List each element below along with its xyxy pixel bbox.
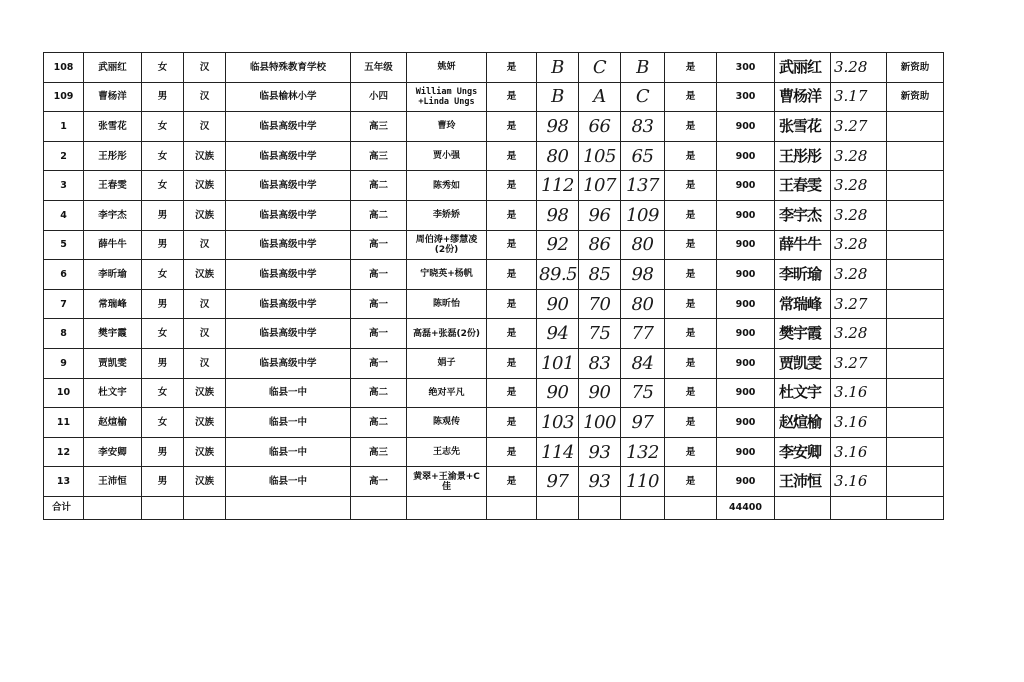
confirmed-yes: 是 bbox=[665, 141, 717, 171]
donor-name: William Ungs +Linda Ungs bbox=[407, 82, 487, 112]
score-1: 112 bbox=[537, 171, 579, 201]
table-row bbox=[44, 112, 944, 142]
row-number: 13 bbox=[44, 467, 84, 497]
student-name: 王春雯 bbox=[84, 171, 142, 201]
score-3: 65 bbox=[621, 141, 665, 171]
score-2: 93 bbox=[579, 437, 621, 467]
score-3: 80 bbox=[621, 289, 665, 319]
ethnicity: 汉族 bbox=[184, 171, 226, 201]
score-3: 137 bbox=[621, 171, 665, 201]
student-name: 李宇杰 bbox=[84, 200, 142, 230]
note bbox=[887, 348, 944, 378]
note bbox=[887, 289, 944, 319]
ethnicity: 汉 bbox=[184, 319, 226, 349]
amount: 900 bbox=[717, 378, 775, 408]
student-name: 李昕瑜 bbox=[84, 260, 142, 290]
score-2: 85 bbox=[579, 260, 621, 290]
grade: 高一 bbox=[351, 467, 407, 497]
gender: 女 bbox=[142, 408, 184, 438]
school-name: 临县一中 bbox=[226, 437, 351, 467]
sign-date: 3.28 bbox=[831, 319, 887, 349]
row-number: 3 bbox=[44, 171, 84, 201]
school-name: 临县高级中学 bbox=[226, 260, 351, 290]
note bbox=[887, 319, 944, 349]
score-1: 90 bbox=[537, 289, 579, 319]
amount: 900 bbox=[717, 289, 775, 319]
confirmed-yes: 是 bbox=[665, 200, 717, 230]
flag-yes: 是 bbox=[487, 319, 537, 349]
confirmed-yes: 是 bbox=[665, 348, 717, 378]
signature: 王沛恒 bbox=[775, 467, 831, 497]
amount: 900 bbox=[717, 200, 775, 230]
sign-date: 3.28 bbox=[831, 53, 887, 83]
note bbox=[887, 200, 944, 230]
amount: 900 bbox=[717, 408, 775, 438]
note: 新资助 bbox=[887, 53, 944, 83]
signature: 常瑞峰 bbox=[775, 289, 831, 319]
amount: 300 bbox=[717, 53, 775, 83]
score-3: 110 bbox=[621, 467, 665, 497]
score-2: 83 bbox=[579, 348, 621, 378]
school-name: 临县高级中学 bbox=[226, 230, 351, 260]
signature: 赵煊榆 bbox=[775, 408, 831, 438]
grade: 高二 bbox=[351, 171, 407, 201]
grade: 高一 bbox=[351, 230, 407, 260]
student-name: 贾凯雯 bbox=[84, 348, 142, 378]
school-name: 临县高级中学 bbox=[226, 289, 351, 319]
donor-name: 周伯涛+缪慧凌 (2份) bbox=[407, 230, 487, 260]
school-name: 临县一中 bbox=[226, 467, 351, 497]
total-label: 合计 bbox=[44, 496, 84, 519]
donor-name: 陈观传 bbox=[407, 408, 487, 438]
score-1: 101 bbox=[537, 348, 579, 378]
table-row bbox=[44, 260, 944, 290]
gender: 女 bbox=[142, 171, 184, 201]
table-row bbox=[44, 82, 944, 112]
row-number: 108 bbox=[44, 53, 84, 83]
row-number: 8 bbox=[44, 319, 84, 349]
note bbox=[887, 112, 944, 142]
score-2: 90 bbox=[579, 378, 621, 408]
gender: 男 bbox=[142, 289, 184, 319]
amount: 900 bbox=[717, 437, 775, 467]
signature: 杜文宇 bbox=[775, 378, 831, 408]
amount: 900 bbox=[717, 467, 775, 497]
confirmed-yes: 是 bbox=[665, 319, 717, 349]
amount: 900 bbox=[717, 260, 775, 290]
note bbox=[887, 171, 944, 201]
table-row bbox=[44, 467, 944, 497]
row-number: 7 bbox=[44, 289, 84, 319]
row-number: 5 bbox=[44, 230, 84, 260]
confirmed-yes: 是 bbox=[665, 289, 717, 319]
sign-date: 3.27 bbox=[831, 348, 887, 378]
grade: 小四 bbox=[351, 82, 407, 112]
flag-yes: 是 bbox=[487, 53, 537, 83]
student-name: 赵煊榆 bbox=[84, 408, 142, 438]
note: 新资助 bbox=[887, 82, 944, 112]
row-number: 109 bbox=[44, 82, 84, 112]
school-name: 临县一中 bbox=[226, 408, 351, 438]
score-3: 80 bbox=[621, 230, 665, 260]
score-1: 90 bbox=[537, 378, 579, 408]
ethnicity: 汉 bbox=[184, 82, 226, 112]
table-row bbox=[44, 289, 944, 319]
ethnicity: 汉族 bbox=[184, 260, 226, 290]
confirmed-yes: 是 bbox=[665, 112, 717, 142]
funding-table bbox=[43, 52, 944, 520]
note bbox=[887, 260, 944, 290]
school-name: 临县高级中学 bbox=[226, 112, 351, 142]
flag-yes: 是 bbox=[487, 112, 537, 142]
sign-date: 3.16 bbox=[831, 467, 887, 497]
table-row bbox=[44, 408, 944, 438]
gender: 女 bbox=[142, 319, 184, 349]
signature: 薛牛牛 bbox=[775, 230, 831, 260]
score-1: 80 bbox=[537, 141, 579, 171]
flag-yes: 是 bbox=[487, 141, 537, 171]
score-3: B bbox=[621, 53, 665, 83]
flag-yes: 是 bbox=[487, 230, 537, 260]
donor-name: 陈秀如 bbox=[407, 171, 487, 201]
score-1: 98 bbox=[537, 112, 579, 142]
signature: 贾凯雯 bbox=[775, 348, 831, 378]
grade: 高一 bbox=[351, 348, 407, 378]
amount: 900 bbox=[717, 112, 775, 142]
sign-date: 3.28 bbox=[831, 141, 887, 171]
confirmed-yes: 是 bbox=[665, 437, 717, 467]
donor-name: 李娇娇 bbox=[407, 200, 487, 230]
score-3: 75 bbox=[621, 378, 665, 408]
row-number: 11 bbox=[44, 408, 84, 438]
table-row bbox=[44, 53, 944, 83]
donor-name: 陈昕怡 bbox=[407, 289, 487, 319]
student-name: 曹杨洋 bbox=[84, 82, 142, 112]
table-row bbox=[44, 230, 944, 260]
donor-name: 宁晓英+杨帆 bbox=[407, 260, 487, 290]
confirmed-yes: 是 bbox=[665, 230, 717, 260]
gender: 女 bbox=[142, 112, 184, 142]
score-1: 103 bbox=[537, 408, 579, 438]
school-name: 临县一中 bbox=[226, 378, 351, 408]
score-3: 132 bbox=[621, 437, 665, 467]
score-2: 86 bbox=[579, 230, 621, 260]
total-row bbox=[44, 496, 944, 519]
school-name: 临县高级中学 bbox=[226, 141, 351, 171]
note bbox=[887, 408, 944, 438]
grade: 高一 bbox=[351, 319, 407, 349]
score-1: 89.5 bbox=[537, 260, 579, 290]
amount: 900 bbox=[717, 348, 775, 378]
score-1: 114 bbox=[537, 437, 579, 467]
note bbox=[887, 467, 944, 497]
score-2: 66 bbox=[579, 112, 621, 142]
signature: 李安卿 bbox=[775, 437, 831, 467]
flag-yes: 是 bbox=[487, 467, 537, 497]
score-3: C bbox=[621, 82, 665, 112]
score-3: 83 bbox=[621, 112, 665, 142]
note bbox=[887, 378, 944, 408]
total-amount: 44400 bbox=[717, 496, 775, 519]
note bbox=[887, 437, 944, 467]
score-3: 109 bbox=[621, 200, 665, 230]
signature: 李宇杰 bbox=[775, 200, 831, 230]
sign-date: 3.27 bbox=[831, 289, 887, 319]
amount: 900 bbox=[717, 141, 775, 171]
score-2: 75 bbox=[579, 319, 621, 349]
grade: 高二 bbox=[351, 408, 407, 438]
sign-date: 3.28 bbox=[831, 200, 887, 230]
confirmed-yes: 是 bbox=[665, 467, 717, 497]
sign-date: 3.27 bbox=[831, 112, 887, 142]
grade: 高一 bbox=[351, 289, 407, 319]
school-name: 临县高级中学 bbox=[226, 348, 351, 378]
ethnicity: 汉 bbox=[184, 230, 226, 260]
school-name: 临县特殊教育学校 bbox=[226, 53, 351, 83]
amount: 900 bbox=[717, 230, 775, 260]
ethnicity: 汉族 bbox=[184, 378, 226, 408]
score-1: B bbox=[537, 82, 579, 112]
ethnicity: 汉族 bbox=[184, 141, 226, 171]
student-name: 王彤彤 bbox=[84, 141, 142, 171]
signature: 武丽红 bbox=[775, 53, 831, 83]
score-2: 93 bbox=[579, 467, 621, 497]
flag-yes: 是 bbox=[487, 348, 537, 378]
score-2: 70 bbox=[579, 289, 621, 319]
table-row bbox=[44, 171, 944, 201]
gender: 男 bbox=[142, 467, 184, 497]
signature: 王彤彤 bbox=[775, 141, 831, 171]
donor-name: 高磊+张磊(2份) bbox=[407, 319, 487, 349]
sign-date: 3.16 bbox=[831, 408, 887, 438]
gender: 女 bbox=[142, 141, 184, 171]
sign-date: 3.28 bbox=[831, 230, 887, 260]
signature: 张雪花 bbox=[775, 112, 831, 142]
flag-yes: 是 bbox=[487, 82, 537, 112]
table-row bbox=[44, 348, 944, 378]
grade: 高三 bbox=[351, 141, 407, 171]
confirmed-yes: 是 bbox=[665, 82, 717, 112]
student-name: 常瑞峰 bbox=[84, 289, 142, 319]
score-2: 107 bbox=[579, 171, 621, 201]
flag-yes: 是 bbox=[487, 171, 537, 201]
grade: 高一 bbox=[351, 260, 407, 290]
score-1: 97 bbox=[537, 467, 579, 497]
ethnicity: 汉 bbox=[184, 348, 226, 378]
student-name: 张雪花 bbox=[84, 112, 142, 142]
ethnicity: 汉族 bbox=[184, 408, 226, 438]
score-2: 105 bbox=[579, 141, 621, 171]
amount: 900 bbox=[717, 171, 775, 201]
confirmed-yes: 是 bbox=[665, 260, 717, 290]
score-1: 98 bbox=[537, 200, 579, 230]
confirmed-yes: 是 bbox=[665, 171, 717, 201]
ethnicity: 汉族 bbox=[184, 200, 226, 230]
score-1: 94 bbox=[537, 319, 579, 349]
gender: 男 bbox=[142, 82, 184, 112]
table-row bbox=[44, 141, 944, 171]
grade: 五年级 bbox=[351, 53, 407, 83]
donor-name: 黄翠+王渝景+C佳 bbox=[407, 467, 487, 497]
confirmed-yes: 是 bbox=[665, 53, 717, 83]
sign-date: 3.28 bbox=[831, 171, 887, 201]
flag-yes: 是 bbox=[487, 200, 537, 230]
table-row bbox=[44, 319, 944, 349]
signature: 王春雯 bbox=[775, 171, 831, 201]
score-2: A bbox=[579, 82, 621, 112]
student-name: 薛牛牛 bbox=[84, 230, 142, 260]
score-1: 92 bbox=[537, 230, 579, 260]
ethnicity: 汉 bbox=[184, 289, 226, 319]
amount: 900 bbox=[717, 319, 775, 349]
flag-yes: 是 bbox=[487, 260, 537, 290]
student-name: 李安卿 bbox=[84, 437, 142, 467]
gender: 女 bbox=[142, 260, 184, 290]
donor-name: 绝对平凡 bbox=[407, 378, 487, 408]
note bbox=[887, 141, 944, 171]
gender: 女 bbox=[142, 53, 184, 83]
flag-yes: 是 bbox=[487, 408, 537, 438]
flag-yes: 是 bbox=[487, 289, 537, 319]
confirmed-yes: 是 bbox=[665, 408, 717, 438]
ethnicity: 汉 bbox=[184, 112, 226, 142]
table-row bbox=[44, 200, 944, 230]
donor-name: 姚妍 bbox=[407, 53, 487, 83]
student-name: 王沛恒 bbox=[84, 467, 142, 497]
school-name: 临县榆林小学 bbox=[226, 82, 351, 112]
gender: 男 bbox=[142, 230, 184, 260]
signature: 曹杨洋 bbox=[775, 82, 831, 112]
row-number: 2 bbox=[44, 141, 84, 171]
sign-date: 3.17 bbox=[831, 82, 887, 112]
donor-name: 娟子 bbox=[407, 348, 487, 378]
flag-yes: 是 bbox=[487, 378, 537, 408]
grade: 高二 bbox=[351, 378, 407, 408]
row-number: 10 bbox=[44, 378, 84, 408]
donor-name: 王志先 bbox=[407, 437, 487, 467]
donor-name: 曹玲 bbox=[407, 112, 487, 142]
gender: 男 bbox=[142, 348, 184, 378]
score-3: 84 bbox=[621, 348, 665, 378]
sign-date: 3.28 bbox=[831, 260, 887, 290]
ethnicity: 汉族 bbox=[184, 437, 226, 467]
score-1: B bbox=[537, 53, 579, 83]
score-2: 96 bbox=[579, 200, 621, 230]
table-row bbox=[44, 437, 944, 467]
student-name: 武丽红 bbox=[84, 53, 142, 83]
score-3: 98 bbox=[621, 260, 665, 290]
row-number: 1 bbox=[44, 112, 84, 142]
donor-name: 贾小强 bbox=[407, 141, 487, 171]
student-name: 樊宇霞 bbox=[84, 319, 142, 349]
score-2: 100 bbox=[579, 408, 621, 438]
ethnicity: 汉 bbox=[184, 53, 226, 83]
school-name: 临县高级中学 bbox=[226, 319, 351, 349]
gender: 女 bbox=[142, 378, 184, 408]
row-number: 12 bbox=[44, 437, 84, 467]
sign-date: 3.16 bbox=[831, 437, 887, 467]
gender: 男 bbox=[142, 437, 184, 467]
note bbox=[887, 230, 944, 260]
amount: 300 bbox=[717, 82, 775, 112]
grade: 高二 bbox=[351, 200, 407, 230]
score-3: 77 bbox=[621, 319, 665, 349]
table-row bbox=[44, 378, 944, 408]
ethnicity: 汉族 bbox=[184, 467, 226, 497]
gender: 男 bbox=[142, 200, 184, 230]
score-3: 97 bbox=[621, 408, 665, 438]
student-name: 杜文宇 bbox=[84, 378, 142, 408]
flag-yes: 是 bbox=[487, 437, 537, 467]
score-2: C bbox=[579, 53, 621, 83]
row-number: 9 bbox=[44, 348, 84, 378]
grade: 高三 bbox=[351, 112, 407, 142]
signature: 李昕瑜 bbox=[775, 260, 831, 290]
grade: 高三 bbox=[351, 437, 407, 467]
confirmed-yes: 是 bbox=[665, 378, 717, 408]
school-name: 临县高级中学 bbox=[226, 200, 351, 230]
row-number: 6 bbox=[44, 260, 84, 290]
sign-date: 3.16 bbox=[831, 378, 887, 408]
row-number: 4 bbox=[44, 200, 84, 230]
signature: 樊宇霞 bbox=[775, 319, 831, 349]
school-name: 临县高级中学 bbox=[226, 171, 351, 201]
